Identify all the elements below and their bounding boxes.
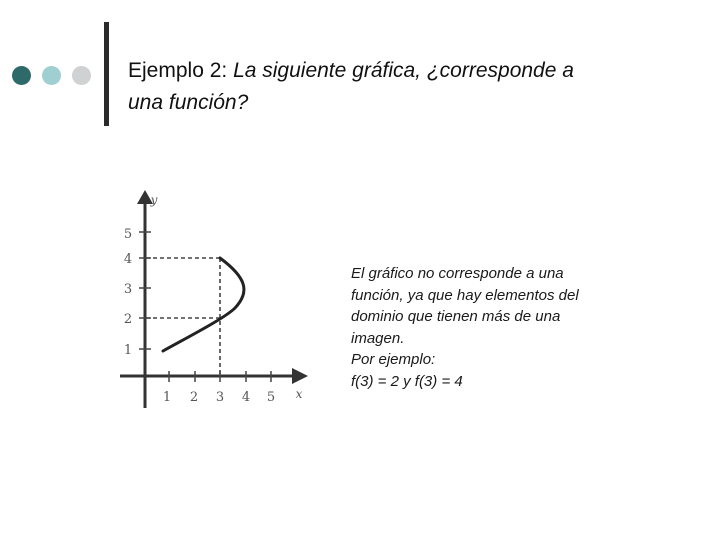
relation-curve: [163, 258, 244, 351]
slide-title: [128, 55, 698, 119]
explanation-line-6: f(3) = 2 y f(3) = 4: [351, 372, 463, 390]
relation-graph: [110, 186, 320, 408]
x-axis-label: x: [295, 387, 303, 401]
x-axis-arrow: [292, 368, 308, 384]
explanation-text: [351, 263, 651, 392]
decor-dot-gray: [72, 66, 91, 85]
y-tick-label-1: 1: [123, 343, 133, 358]
y-axis-label: y: [150, 193, 158, 207]
y-tick-label-4: 4: [123, 252, 133, 267]
decor-dot-dark: [12, 66, 31, 85]
explanation-line-3: dominio que tienen más de una: [351, 308, 561, 325]
title-question-line1: La siguiente gráfica, ¿corresponde a: [233, 59, 574, 82]
x-tick-label-5: 5: [266, 390, 276, 405]
x-tick-label-3: 3: [215, 390, 225, 405]
explanation-line-2: función, ya que hay elementos del: [351, 286, 579, 304]
y-tick-label-5: 5: [123, 227, 133, 242]
explanation-line-5: Por ejemplo:: [351, 351, 436, 368]
title-divider-bar: [104, 22, 109, 126]
decor-dot-light: [42, 66, 61, 85]
x-tick-label-4: 4: [241, 390, 251, 405]
x-tick-label-1: 1: [162, 390, 172, 405]
y-tick-label-2: 2: [123, 312, 133, 327]
y-tick-label-3: 3: [123, 282, 133, 297]
title-prefix: Ejemplo 2:: [128, 59, 234, 82]
explanation-line-1: El gráfico no corresponde a una: [351, 265, 564, 282]
x-tick-label-2: 2: [189, 390, 199, 405]
explanation-line-4: imagen.: [351, 329, 405, 347]
title-question-line2: una función?: [128, 91, 249, 114]
